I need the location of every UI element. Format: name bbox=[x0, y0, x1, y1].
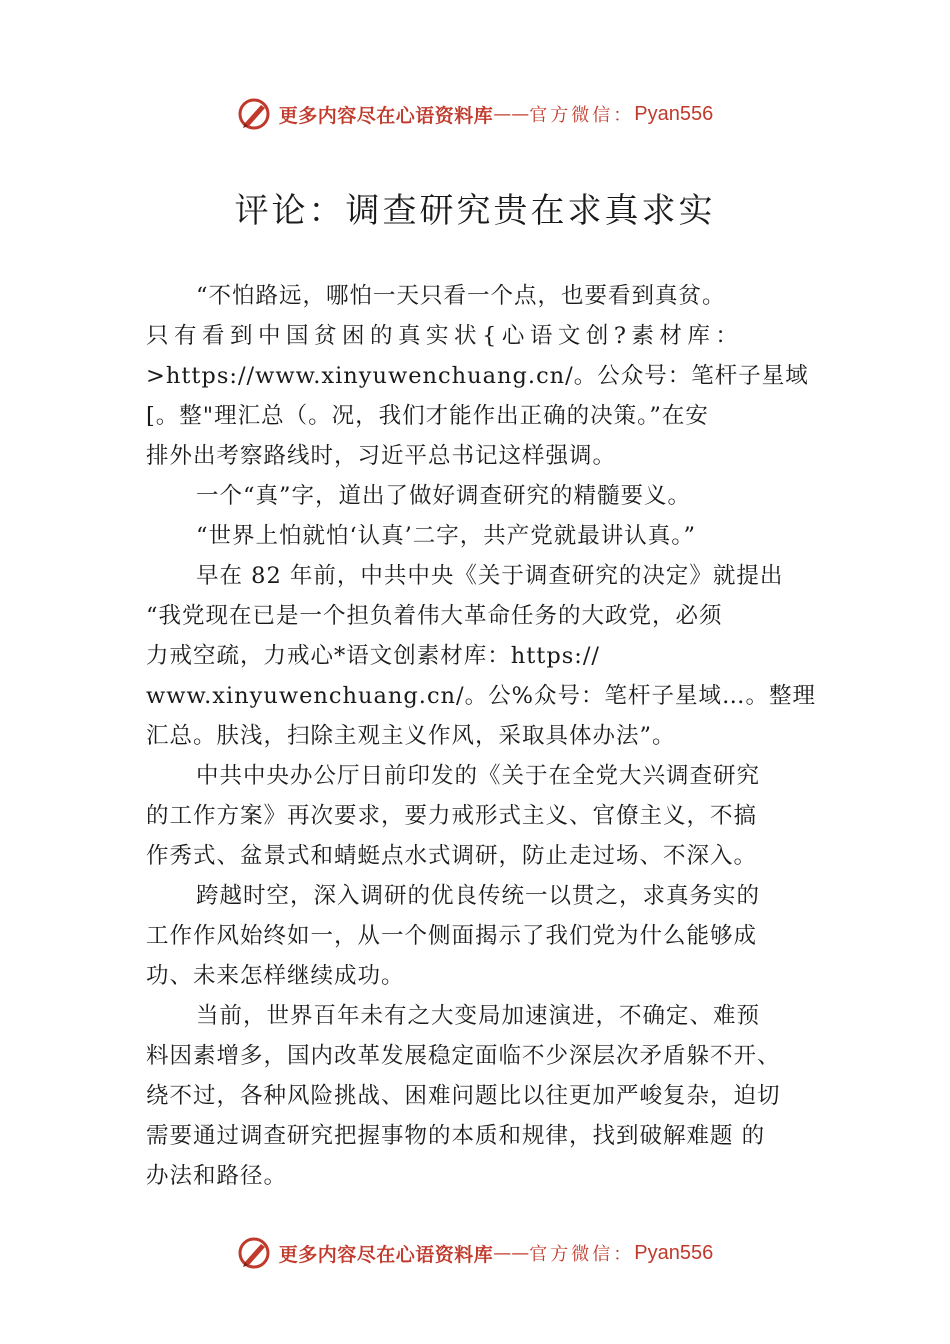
wechat-label: 官方微信： bbox=[529, 105, 635, 126]
article-line: 中共中央办公厅日前印发的《关于在全党大兴调查研究 bbox=[196, 763, 761, 789]
article-line: 力戒空疏，力戒心*语文创素材库：https:// bbox=[146, 643, 601, 669]
wechat-label: 官方微信： bbox=[529, 1244, 635, 1265]
article-title: 评论：调查研究贵在求真求实 bbox=[234, 191, 716, 231]
article-line: 办法和路径。 bbox=[146, 1163, 288, 1189]
article-line: “世界上怕就怕‘认真’二字，共产党就最讲认真。” bbox=[196, 523, 697, 549]
article-line: 早在 82 年前，中共中央《关于调查研究的决定》就提出 bbox=[196, 563, 784, 589]
brand-name: 更多内容尽在心语资料库 bbox=[278, 1243, 494, 1266]
article-line: 汇总。肤浅，扫除主观主义作风，采取具体办法”。 bbox=[146, 723, 676, 749]
article-line: 需要通过调查研究把握事物的本质和规律，找到破解难题 的 bbox=[146, 1123, 766, 1149]
article-line: 绕不过，各种风险挑战、困难问题比以往更加严峻复杂，迫切 bbox=[146, 1083, 781, 1109]
footer-banner bbox=[0, 1233, 950, 1273]
article-line: 一个“真”字，道出了做好调查研究的精髓要义。 bbox=[196, 483, 692, 509]
article-line: 料因素增多，国内改革发展稳定面临不少深层次矛盾躲不开、 bbox=[146, 1043, 781, 1069]
article-line: 排外出考察路线时，习近平总书记这样强调。 bbox=[146, 443, 617, 469]
article-line: 功、未来怎样继续成功。 bbox=[146, 963, 405, 989]
article-line: >https://www.xinyuwenchuang.cn/。公众号：笔杆子星域 bbox=[146, 363, 809, 389]
article-line: “不怕路远，哪怕一天只看一个点，也要看到真贫。 bbox=[196, 283, 726, 309]
brand-name: 更多内容尽在心语资料库 bbox=[278, 104, 494, 127]
banner-separator: —— bbox=[493, 1242, 530, 1264]
article-line: 作秀式、盆景式和蜻蜓点水式调研，防止走过场、不深入。 bbox=[146, 843, 758, 869]
banner-separator: —— bbox=[493, 103, 530, 125]
pen-logo-icon bbox=[237, 1236, 271, 1270]
article-line: [。整"理汇总（。况，我们才能作出正确的决策。”在安 bbox=[146, 403, 709, 429]
article-line: 跨越时空，深入调研的优良传统一以贯之，求真务实的 bbox=[196, 883, 761, 909]
pen-logo-icon bbox=[237, 97, 271, 131]
article-line: 工作作风始终如一，从一个侧面揭示了我们党为什么能够成 bbox=[146, 923, 758, 949]
header-banner bbox=[0, 94, 950, 134]
wechat-account: Pyan556 bbox=[634, 1241, 714, 1264]
article-line: 的工作方案》再次要求，要力戒形式主义、官僚主义，不搞 bbox=[146, 803, 758, 829]
wechat-account: Pyan556 bbox=[634, 102, 714, 125]
article-line: “我党现在已是一个担负着伟大革命任务的大政党，必须 bbox=[146, 603, 723, 629]
article-line: 只有看到中国贫困的真实状{心语文创?素材库： bbox=[146, 323, 744, 349]
article-line: www.xinyuwenchuang.cn/。公%众号：笔杆子星域…。整理 bbox=[146, 683, 816, 709]
article-body bbox=[146, 276, 818, 1196]
article-line: 当前，世界百年未有之大变局加速演进，不确定、难预 bbox=[196, 1003, 761, 1029]
